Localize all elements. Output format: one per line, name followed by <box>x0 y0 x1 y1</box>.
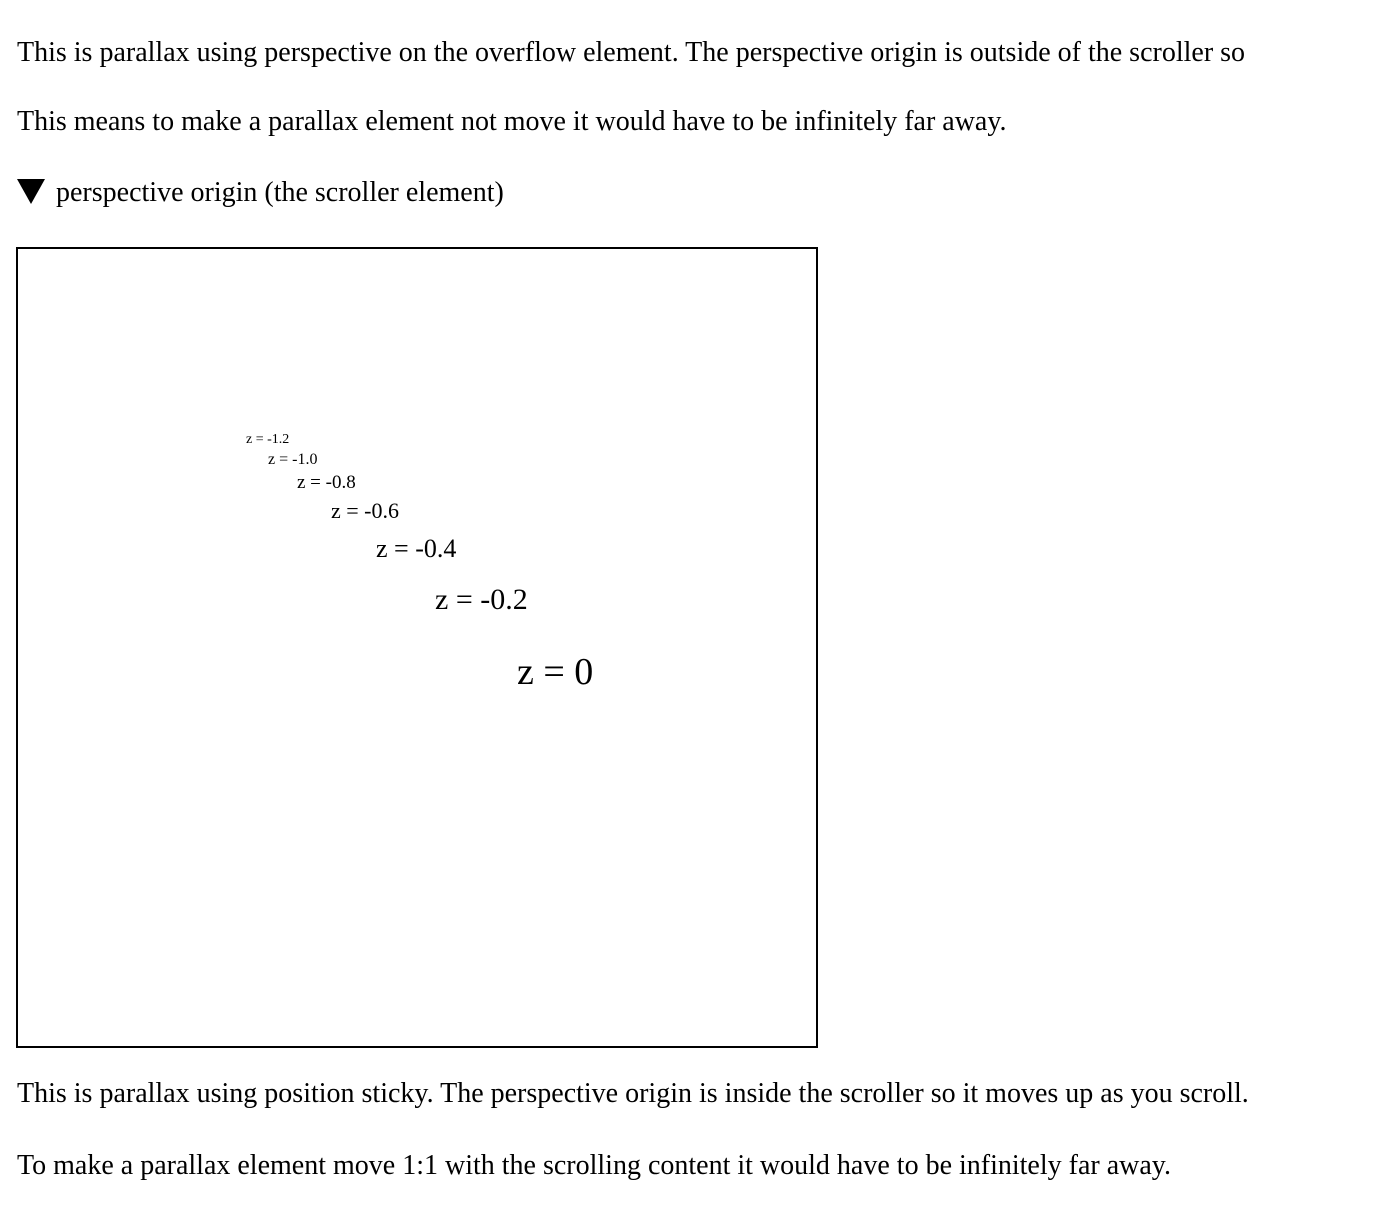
intro-paragraph-1: This is parallax using perspective on the overflow element. The perspective origin is outside of the scroller so <box>17 37 1246 68</box>
disclosure-summary[interactable] <box>17 177 1392 209</box>
z-label: z = -0.8 <box>297 472 356 493</box>
z-label: z = -0.4 <box>376 534 457 563</box>
outro-paragraph-1: This is parallax using position sticky. The perspective origin is inside the scroller so it moves up as you scroll. <box>17 1078 1249 1109</box>
z-label: z = -1.0 <box>268 451 318 468</box>
z-label: z = -1.2 <box>246 432 290 447</box>
z-label: z = -0.6 <box>331 498 399 523</box>
disclosure-label: perspective origin (the scroller element) <box>56 177 504 208</box>
triangle-down-icon <box>17 179 45 204</box>
z-label: z = -0.2 <box>435 583 528 616</box>
perspective-scroller-box[interactable] <box>16 247 818 1048</box>
intro-paragraph-2: This means to make a parallax element not move it would have to be infinitely far away. <box>17 106 1007 137</box>
outro-paragraph-2: To make a parallax element move 1:1 with the scrolling content it would have to be infinitely far away. <box>17 1150 1171 1181</box>
z-label: z = 0 <box>517 651 594 693</box>
